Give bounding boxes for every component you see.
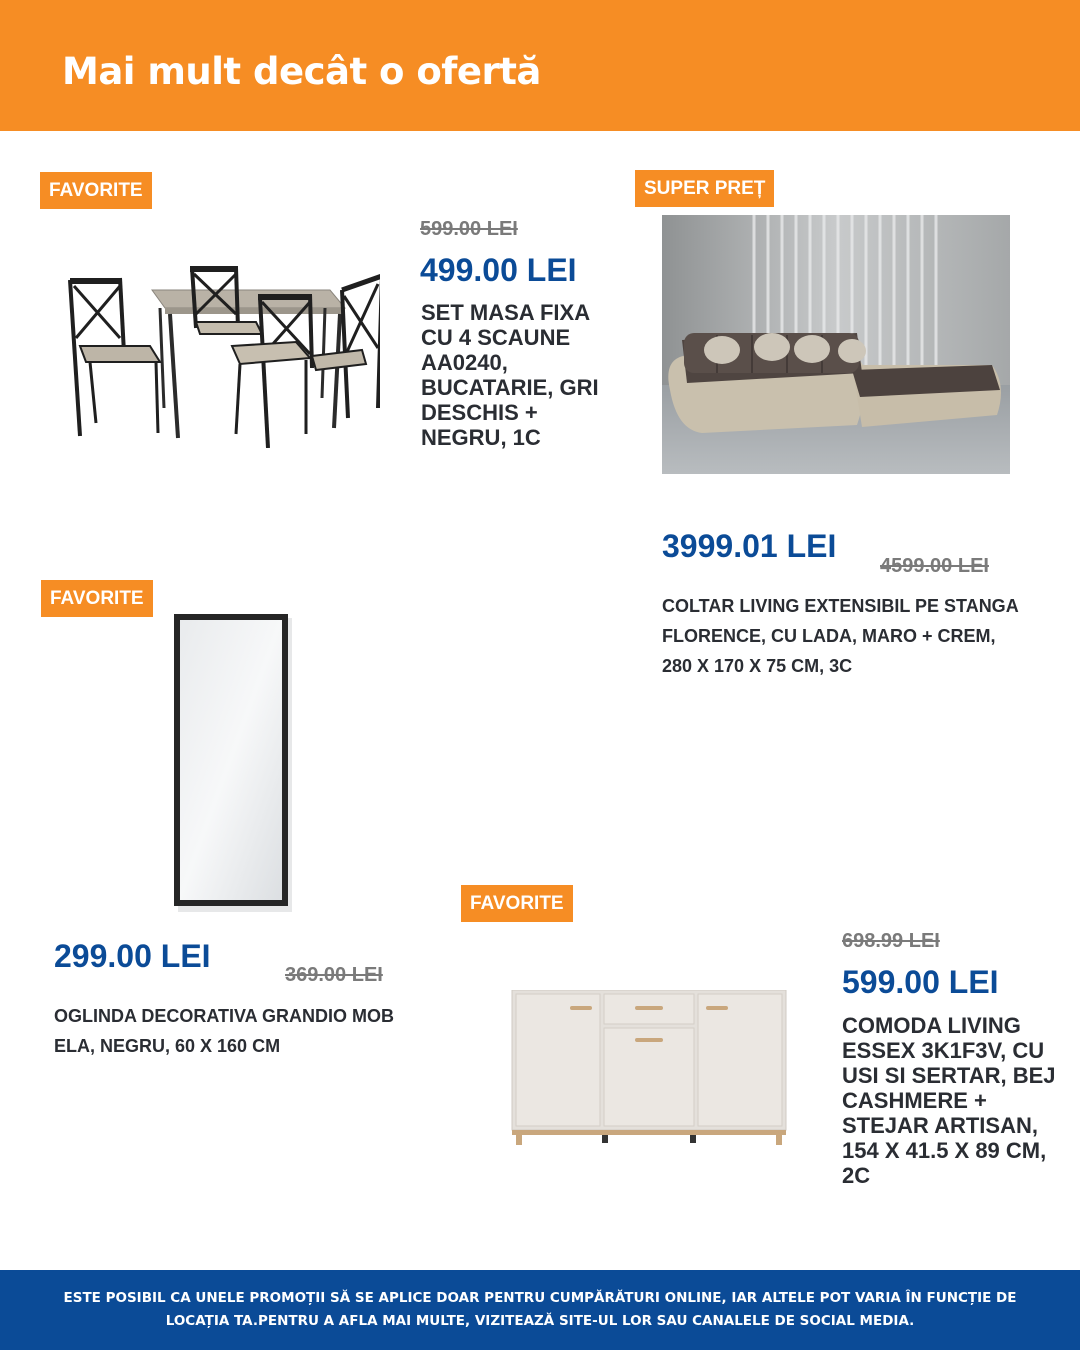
page-title: Mai mult decât o ofertă [62,50,541,93]
old-price: 599.00 LEI [420,218,518,240]
old-price: 4599.00 LEI [880,555,989,577]
dining-set-image[interactable] [60,258,380,448]
price: 599.00 LEI [842,964,999,1000]
badge-super-pret: SUPER PREȚ [635,170,774,207]
badge-favorite: FAVORITE [41,580,153,617]
product-name[interactable]: COMODA LIVING ESSEX 3K1F3V, CU USI SI SERTAR, BEJ CASHMERE + STEJAR ARTISAN, 154 X 41.5 X 89 CM, 2C [842,1013,1056,1188]
product-name[interactable]: OGLINDA DECORATIVA GRANDIO MOB ELA, NEGRU, 60 X 160 CM [54,1006,394,1056]
badge-favorite: FAVORITE [461,885,573,922]
dresser-image[interactable] [510,990,788,1145]
price: 3999.01 LEI [662,528,837,564]
footer-disclaimer-bar [0,1270,1080,1350]
sofa-image[interactable] [662,215,1010,474]
disclaimer-text: ESTE POSIBIL CA UNELE PROMOȚII SĂ SE APLICE DOAR PENTRU CUMPĂRĂTURI ONLINE, IAR ALTELE POT VARIA ÎN FUNCȚIE DE LOCAȚIA TA.PENTRU A AFLA MAI MULTE, VIZITEAZĂ SITE-UL LOR SAU CANALELE DE SOCIAL MEDIA. [63,1290,1017,1329]
old-price: 698.99 LEI [842,930,940,952]
header-banner [0,0,1080,131]
product-name[interactable]: COLTAR LIVING EXTENSIBIL PE STANGA FLORENCE, CU LADA, MARO + CREM, 280 X 170 X 75 CM, 3C [662,596,1019,676]
price: 299.00 LEI [54,938,211,974]
price: 499.00 LEI [420,252,577,288]
old-price: 369.00 LEI [285,964,383,986]
product-name[interactable]: SET MASA FIXA CU 4 SCAUNE AA0240, BUCATARIE, GRI DESCHIS + NEGRU, 1C [421,300,599,450]
badge-favorite: FAVORITE [40,172,152,209]
mirror-image[interactable] [170,612,296,912]
